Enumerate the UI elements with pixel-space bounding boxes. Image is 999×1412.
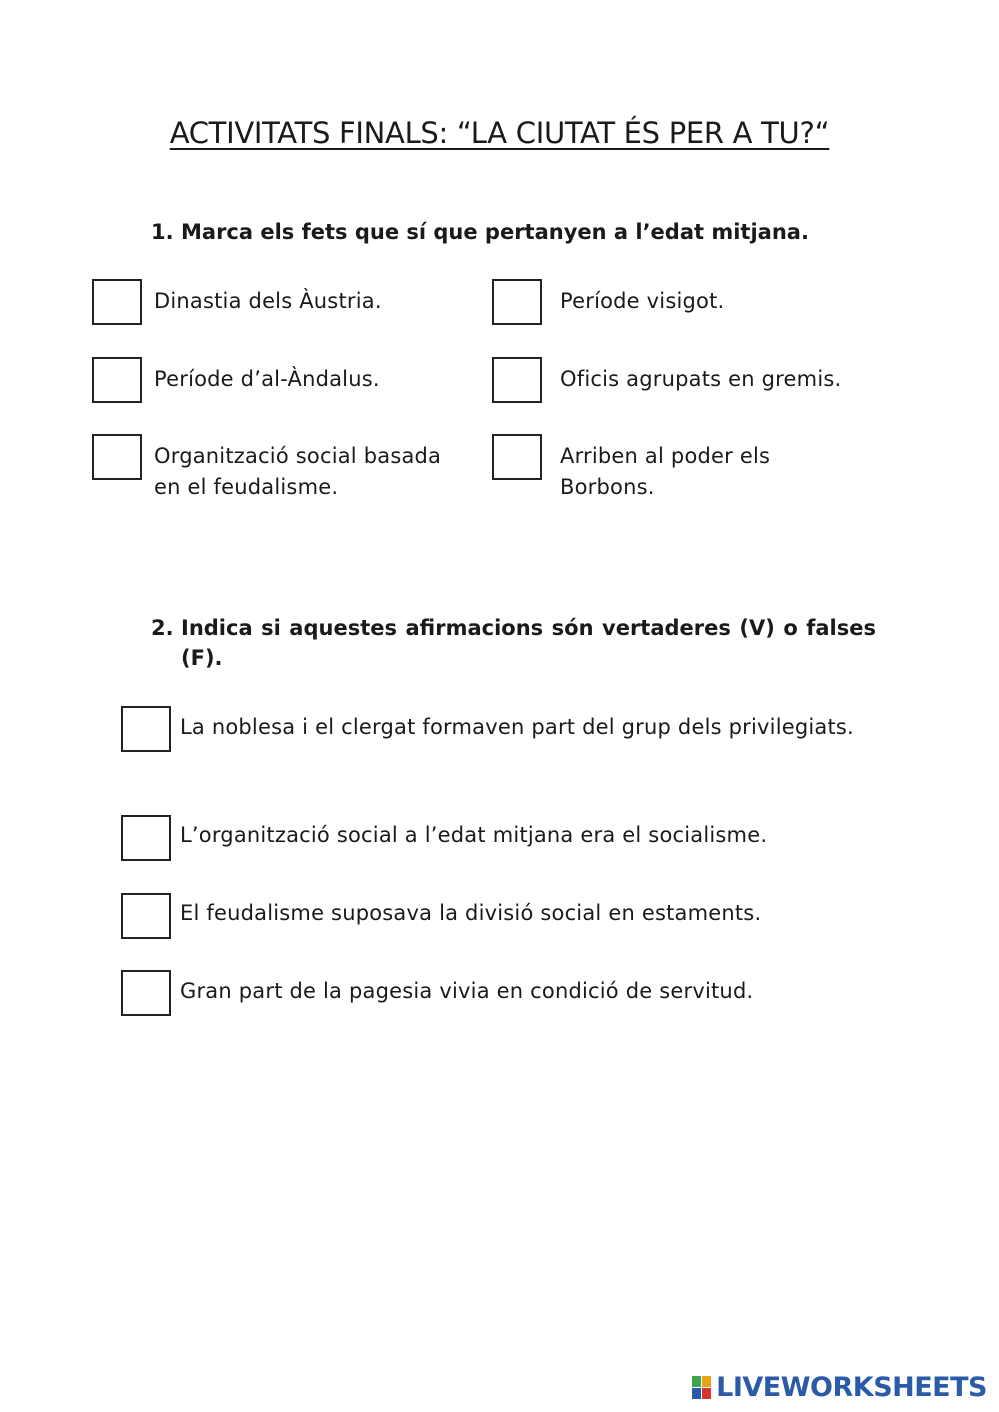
option-2-label: Període visigot. (560, 289, 725, 313)
checkbox-option-6[interactable] (492, 434, 542, 480)
statement-3-text: El feudalisme suposava la divisió social en estaments. (180, 901, 762, 925)
question-1-text: Marca els fets que sí que pertanyen a l’edat mitjana. (181, 220, 809, 244)
worksheet-title: ACTIVITATS FINALS: “LA CIUTAT ÉS PER A TU?“ (169, 116, 830, 150)
question-2-heading (151, 613, 876, 673)
question-1-number: 1. (151, 220, 174, 244)
option-4-label: Oficis agrupats en gremis. (560, 367, 842, 391)
logo-text: LIVEWORKSHEETS (716, 1372, 987, 1403)
checkbox-option-5[interactable] (92, 434, 142, 480)
statement-1-text: La noblesa i el clergat formaven part del grup dels privilegiats. (180, 715, 854, 739)
tf-input-statement-1[interactable] (121, 706, 171, 752)
option-3-label: Període d’al-Àndalus. (154, 367, 380, 391)
question-2-number: 2. (151, 616, 174, 640)
liveworksheets-logo (692, 1372, 987, 1403)
checkbox-option-4[interactable] (492, 357, 542, 403)
question-1-heading (151, 217, 871, 247)
statement-2-text: L’organització social a l’edat mitjana era el socialisme. (180, 823, 768, 847)
checkbox-option-2[interactable] (492, 279, 542, 325)
checkbox-option-3[interactable] (92, 357, 142, 403)
statement-4-text: Gran part de la pagesia vivia en condició de servitud. (180, 979, 754, 1003)
option-6-label: Arriben al poder els Borbons. (560, 444, 771, 499)
tf-input-statement-4[interactable] (121, 970, 171, 1016)
question-2-text: Indica si aquestes afirmacions són vertaderes (V) o falses (F). (181, 616, 876, 670)
option-5-label: Organització social basada en el feudalisme. (154, 444, 442, 499)
tf-input-statement-2[interactable] (121, 815, 171, 861)
tf-input-statement-3[interactable] (121, 893, 171, 939)
checkbox-option-1[interactable] (92, 279, 142, 325)
logo-mark-icon (692, 1376, 712, 1400)
option-1-label: Dinastia dels Àustria. (154, 289, 382, 313)
